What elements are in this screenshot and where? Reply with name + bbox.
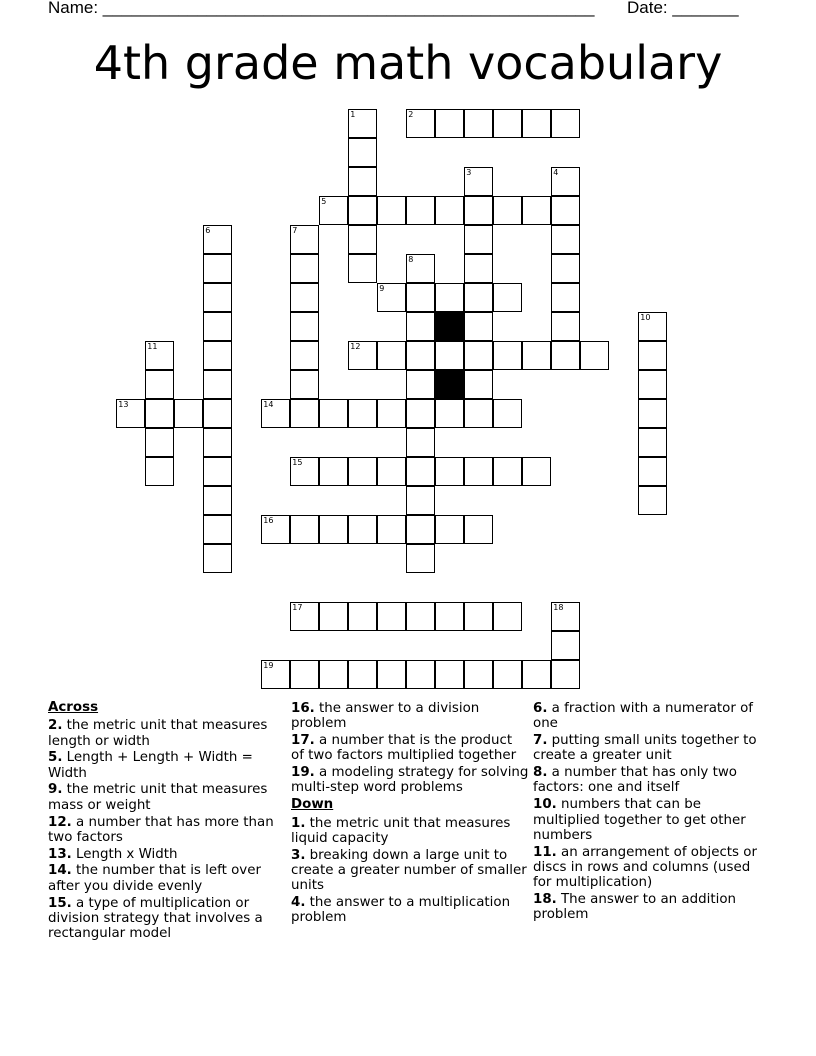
clue-text: the metric unit that measures mass or weight (48, 782, 268, 813)
clue-item (48, 863, 283, 894)
grid-cell[interactable] (435, 457, 464, 486)
clue-item (291, 701, 529, 732)
grid-cell[interactable] (406, 660, 435, 689)
grid-cell[interactable] (464, 167, 493, 196)
grid-cell[interactable] (348, 399, 377, 428)
grid-cell[interactable] (638, 399, 667, 428)
clue-number-label: 10. (533, 797, 557, 813)
grid-cell[interactable] (551, 109, 580, 138)
grid-cell[interactable] (406, 196, 435, 225)
clue-number: 12 (350, 342, 361, 352)
grid-cell[interactable] (406, 399, 435, 428)
clue-number: 11 (147, 342, 158, 352)
clue-number: 7 (292, 226, 298, 236)
grid-cell[interactable] (203, 312, 232, 341)
down-heading: Down (291, 797, 334, 813)
grid-cell[interactable] (290, 370, 319, 399)
grid-cell[interactable] (638, 428, 667, 457)
grid-cell[interactable] (377, 283, 406, 312)
grid-cell[interactable] (551, 196, 580, 225)
grid-cell[interactable] (522, 109, 551, 138)
grid-cell[interactable] (406, 544, 435, 573)
clue-text: Length + Length + Width = Width (48, 750, 253, 781)
clue-number-label: 15. (48, 895, 72, 911)
grid-cell[interactable] (638, 312, 667, 341)
clue-text: a fraction with a numerator of one (533, 701, 754, 732)
clue-text: a type of multiplication or division strategy that involves a rectangular model (48, 895, 263, 942)
clue-item (48, 782, 283, 813)
grid-cell[interactable] (203, 486, 232, 515)
grid-cell[interactable] (522, 660, 551, 689)
grid-cell[interactable] (377, 399, 406, 428)
grid-cell[interactable] (435, 660, 464, 689)
grid-cell[interactable] (551, 602, 580, 631)
clue-text: the metric unit that measures liquid capacity (291, 815, 511, 846)
grid-cell[interactable] (145, 341, 174, 370)
across-heading: Across (48, 700, 99, 715)
grid-cell[interactable] (290, 283, 319, 312)
clue-text: the number that is left over after you divide evenly (48, 863, 261, 894)
clue-item (48, 896, 283, 942)
clue-item (533, 765, 768, 796)
clue-number-label: 18. (533, 892, 557, 908)
clue-number-label: 4. (291, 895, 306, 911)
grid-cell[interactable] (261, 399, 290, 428)
grid-cell[interactable] (493, 283, 522, 312)
grid-cell[interactable] (435, 109, 464, 138)
clue-text: Length x Width (71, 846, 178, 862)
grid-cell[interactable] (406, 312, 435, 341)
grid-cell[interactable] (319, 660, 348, 689)
grid-cell[interactable] (435, 283, 464, 312)
clue-text: an arrangement of objects or discs in rows and columns (used for multiplication) (533, 844, 757, 891)
clue-item (291, 765, 529, 796)
grid-cell[interactable] (348, 602, 377, 631)
grid-cell[interactable] (319, 399, 348, 428)
grid-cell[interactable] (203, 341, 232, 370)
grid-cell[interactable] (290, 602, 319, 631)
clues-column-3 (533, 701, 768, 924)
grid-cell[interactable] (348, 660, 377, 689)
grid-cell[interactable] (551, 225, 580, 254)
grid-cell[interactable] (464, 341, 493, 370)
grid-cell[interactable] (290, 254, 319, 283)
grid-cell[interactable] (145, 428, 174, 457)
grid-cell[interactable] (261, 660, 290, 689)
grid-cell[interactable] (377, 341, 406, 370)
clue-number-label: 8. (533, 765, 548, 781)
grid-cell[interactable] (638, 341, 667, 370)
grid-cell[interactable] (348, 167, 377, 196)
grid-cell[interactable] (406, 428, 435, 457)
grid-cell[interactable] (551, 254, 580, 283)
grid-cell[interactable] (464, 399, 493, 428)
clue-number: 18 (553, 603, 564, 613)
clue-text: the answer to a multiplication problem (291, 895, 511, 926)
grid-cell[interactable] (435, 602, 464, 631)
clue-item (291, 816, 529, 847)
grid-cell[interactable] (290, 312, 319, 341)
clues-column-1 (48, 700, 283, 943)
grid-cell[interactable] (464, 109, 493, 138)
grid-cell[interactable] (551, 631, 580, 660)
clue-item (533, 733, 768, 764)
grid-cell[interactable] (319, 457, 348, 486)
clue-number: 8 (408, 255, 414, 265)
grid-cell[interactable] (493, 341, 522, 370)
grid-cell[interactable] (522, 196, 551, 225)
grid-cell[interactable] (377, 196, 406, 225)
clue-number: 14 (263, 400, 274, 410)
grid-cell[interactable] (203, 254, 232, 283)
clue-text: numbers that can be multiplied together to get other numbers (533, 797, 746, 843)
clue-text: a number that is the product of two factors multiplied together (291, 733, 517, 764)
grid-cell[interactable] (406, 370, 435, 399)
grid-cell[interactable] (638, 457, 667, 486)
grid-cell[interactable] (551, 660, 580, 689)
clue-number: 10 (640, 313, 651, 323)
grid-cell[interactable] (464, 515, 493, 544)
clue-number-label: 16. (291, 701, 315, 716)
clue-number-label: 3. (291, 847, 306, 863)
clue-number: 1 (350, 110, 356, 120)
clue-number: 17 (292, 603, 303, 613)
grid-cell[interactable] (348, 457, 377, 486)
grid-cell[interactable] (203, 225, 232, 254)
clue-number-label: 1. (291, 815, 306, 831)
grid-cell[interactable] (203, 370, 232, 399)
grid-cell[interactable] (348, 254, 377, 283)
grid-cell[interactable] (464, 457, 493, 486)
grid-cell[interactable] (348, 341, 377, 370)
clue-number: 2 (408, 110, 414, 120)
clue-number: 13 (118, 400, 129, 410)
grid-cell[interactable] (464, 225, 493, 254)
grid-cell[interactable] (145, 370, 174, 399)
clue-number: 6 (205, 226, 211, 236)
clue-item (533, 845, 768, 891)
clue-number: 19 (263, 661, 274, 671)
grid-cell[interactable] (145, 457, 174, 486)
clue-number-label: 17. (291, 733, 315, 749)
grid-cell[interactable] (464, 660, 493, 689)
clue-number-label: 14. (48, 863, 72, 879)
grid-cell[interactable] (290, 660, 319, 689)
clue-text: putting small units together to create a greater unit (533, 733, 757, 764)
grid-cell[interactable] (348, 138, 377, 167)
clue-item (533, 892, 768, 923)
grid-cell[interactable] (406, 457, 435, 486)
name-field[interactable]: Name: ____________________________________________________ (48, 0, 595, 17)
grid-cell[interactable] (493, 109, 522, 138)
clue-number: 3 (466, 168, 472, 178)
clue-number-label: 7. (533, 733, 548, 749)
grid-cell[interactable] (435, 399, 464, 428)
clue-number: 15 (292, 458, 303, 468)
grid-cell[interactable] (203, 283, 232, 312)
grid-cell[interactable] (493, 602, 522, 631)
grid-cell[interactable] (406, 283, 435, 312)
clue-item (291, 895, 529, 926)
clue-text: the metric unit that measures length or width (48, 718, 268, 749)
grid-cell[interactable] (319, 515, 348, 544)
clue-item (533, 797, 768, 843)
clue-item (48, 718, 283, 749)
clue-text: a modeling strategy for solving multi-step word problems (291, 765, 529, 796)
date-field[interactable]: Date: _______ (627, 0, 739, 17)
grid-cell[interactable] (464, 602, 493, 631)
clue-text: the answer to a division problem (291, 701, 480, 732)
clue-number-label: 11. (533, 844, 557, 860)
grid-cell[interactable] (203, 457, 232, 486)
grid-cell[interactable] (290, 399, 319, 428)
grid-cell[interactable] (522, 457, 551, 486)
grid-cell[interactable] (406, 486, 435, 515)
clue-number-label: 9. (48, 782, 63, 798)
clue-item (291, 733, 529, 764)
grid-cell[interactable] (203, 515, 232, 544)
grid-cell[interactable] (377, 457, 406, 486)
grid-cell[interactable] (290, 225, 319, 254)
grid-cell[interactable] (464, 254, 493, 283)
clue-text: a number that has only two factors: one and itself (533, 765, 737, 796)
clue-item (533, 701, 768, 732)
grid-cell[interactable] (464, 312, 493, 341)
clue-text: The answer to an addition problem (533, 892, 736, 923)
grid-cell[interactable] (493, 457, 522, 486)
grid-cell[interactable] (319, 196, 348, 225)
clue-number-label: 2. (48, 718, 63, 734)
clue-item (48, 815, 283, 846)
clue-number-label: 19. (291, 765, 315, 781)
grid-cell[interactable] (290, 341, 319, 370)
grid-cell[interactable] (435, 196, 464, 225)
grid-cell[interactable] (406, 254, 435, 283)
grid-cell[interactable] (348, 225, 377, 254)
clue-item (48, 847, 283, 862)
page-title: 4th grade math vocabulary (93, 36, 723, 90)
grid-cell[interactable] (290, 515, 319, 544)
grid-cell[interactable] (493, 399, 522, 428)
grid-cell[interactable] (464, 283, 493, 312)
clue-item (48, 750, 283, 781)
grid-cell[interactable] (203, 428, 232, 457)
grid-cell[interactable] (116, 399, 145, 428)
grid-cell[interactable] (551, 283, 580, 312)
grid-cell[interactable] (377, 515, 406, 544)
clue-number-label: 13. (48, 846, 72, 862)
grid-cell[interactable] (406, 515, 435, 544)
grid-cell[interactable] (203, 544, 232, 573)
grid-cell[interactable] (551, 312, 580, 341)
grid-cell[interactable] (522, 341, 551, 370)
grid-cell[interactable] (377, 602, 406, 631)
grid-cell[interactable] (319, 602, 348, 631)
clue-number: 4 (553, 168, 559, 178)
grid-cell[interactable] (638, 486, 667, 515)
clue-number-label: 5. (48, 750, 63, 766)
grid-cell[interactable] (406, 341, 435, 370)
grid-cell[interactable] (406, 602, 435, 631)
clue-text: a number that has more than two factors (48, 814, 274, 845)
clue-number-label: 6. (533, 701, 548, 716)
clue-text: breaking down a large unit to create a greater number of smaller units (291, 847, 527, 894)
clue-number-label: 12. (48, 814, 72, 830)
grid-cell[interactable] (290, 457, 319, 486)
grid-cell[interactable] (203, 399, 232, 428)
grid-cell[interactable] (406, 109, 435, 138)
clue-item (291, 848, 529, 894)
grid-cell[interactable] (493, 660, 522, 689)
grid-cell[interactable] (435, 515, 464, 544)
grid-cell[interactable] (348, 196, 377, 225)
grid-cell[interactable] (435, 341, 464, 370)
grid-cell[interactable] (464, 370, 493, 399)
clue-number: 9 (379, 284, 385, 294)
clues-column-2 (291, 701, 529, 927)
grid-cell[interactable] (145, 399, 174, 428)
grid-cell[interactable] (551, 167, 580, 196)
grid-cell[interactable] (377, 660, 406, 689)
grid-cell[interactable] (174, 399, 203, 428)
grid-cell[interactable] (638, 370, 667, 399)
grid-cell[interactable] (348, 515, 377, 544)
black-cell (435, 312, 464, 341)
clue-number: 5 (321, 197, 327, 207)
grid-cell[interactable] (493, 196, 522, 225)
grid-cell[interactable] (580, 341, 609, 370)
grid-cell[interactable] (348, 109, 377, 138)
clue-number: 16 (263, 516, 274, 526)
grid-cell[interactable] (261, 515, 290, 544)
black-cell (435, 370, 464, 399)
grid-cell[interactable] (464, 196, 493, 225)
grid-cell[interactable] (551, 341, 580, 370)
